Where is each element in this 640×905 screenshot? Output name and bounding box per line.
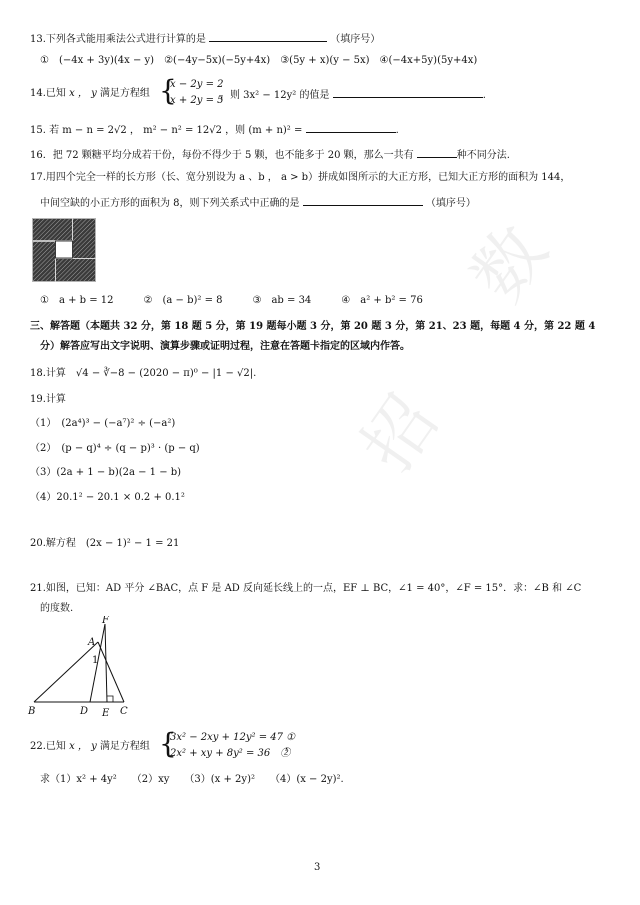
q14-question — [30, 87, 150, 101]
q15-end: . — [395, 125, 399, 136]
q22-brace: { — [159, 727, 177, 760]
q15-question — [30, 122, 399, 138]
label-A: A — [88, 637, 96, 648]
section3-header-line1: 三、解答题（本题共 32 分，第 18 题 5 分，第 19 题每小题 3 分，第 20 题 3 分，第 21、23 题，每题 4 分，第 22 题 4 — [30, 321, 596, 332]
section3-header-line2: 分）解答应写出文字说明、演算步骤或证明过程，注意在答题卡指定的区域内作答。 — [40, 341, 410, 352]
q22-prefix: 22.已知 — [30, 741, 66, 752]
label-E: E — [102, 708, 110, 719]
q16-question — [30, 147, 510, 163]
q14-mid: 满足方程组 — [99, 88, 150, 99]
q22-eq1: 3x² − 2xy + 12y² = 47 ① — [170, 732, 296, 743]
watermark: 数 — [455, 211, 564, 316]
q17-answer-blank[interactable] — [303, 195, 423, 206]
q13-question — [30, 31, 380, 47]
q14-prefix: 14.已知 — [30, 88, 66, 99]
q21-triangle-figure — [26, 616, 136, 720]
label-B: B — [28, 706, 36, 717]
q22-end: ， — [285, 741, 295, 752]
center-hole — [56, 241, 73, 258]
q15-text: 15. 若 m − n = 2√2 ， m² − n² = 12√2 ，则 (m + n)² = — [30, 125, 303, 136]
q14-rest — [220, 87, 486, 103]
q22-mid: 满足方程组 — [99, 741, 150, 752]
q14-end: . — [482, 90, 486, 101]
q16-text: 16．把 72 颗糖平均分成若干份，每份不得少于 5 颗，也不能多于 20 颗，那么一共有 — [30, 150, 414, 161]
q21-line2: 的度数. — [40, 603, 74, 614]
q17-line2 — [40, 195, 476, 211]
q20-question: 20.解方程 (2x − 1)² − 1 = 21 — [30, 538, 180, 549]
q14-answer-blank[interactable] — [333, 87, 483, 98]
watermark: 招 — [345, 381, 454, 486]
segment-AC — [98, 642, 124, 702]
segment-BA — [34, 642, 98, 702]
q14-eq1: x − 2y = 2 — [170, 79, 224, 90]
label-1: 1 — [92, 655, 99, 666]
q17-line1: 17.用四个完全一样的长方形（长、宽分别设为 a 、b ， a > b）拼成如图所示的大正方形，已知大正方形的面积为 144， — [30, 172, 571, 183]
label-F: F — [102, 616, 109, 626]
q17-text: 中间空缺的小正方形的面积为 8，则下列关系式中正确的是 — [40, 198, 300, 209]
q13-options: ① (−4x + 3y)(4x − y) ②(−4y−5x)(−5y+4x) ③(5y + x)(y − 5x) ④(−4x+5y)(5y+4x) — [40, 55, 478, 66]
q13-answer-blank[interactable] — [209, 31, 327, 42]
q19-item-4: （4）20.1² − 20.1 × 0.2 + 0.1² — [30, 492, 185, 503]
q16-end: 种不同分法. — [456, 150, 510, 161]
q14-post: ，则 3x² − 12y² 的值是 — [220, 90, 330, 101]
q17-options: ① a + b = 12 ② (a − b)² = 8 ③ ab = 34 ④ a² + b² = 76 — [40, 295, 423, 306]
label-D: D — [80, 706, 89, 717]
q14-eq2: x + 2y = 5 — [170, 95, 224, 106]
q19-item-2: （2） (p − q)⁴ ÷ (q − p)³ · (p − q) — [30, 443, 200, 454]
page-number: 3 — [314, 862, 321, 873]
right-angle-mark — [107, 696, 113, 702]
q13-text: 13.下列各式能用乘法公式进行计算的是 — [30, 34, 206, 45]
q15-answer-blank[interactable] — [306, 122, 396, 133]
q13-note: （填序号） — [330, 34, 381, 45]
q14-vars: x ， y — [65, 88, 100, 99]
q22-eq2: 2x² + xy + 8y² = 36 ② — [170, 748, 291, 759]
label-C: C — [120, 706, 128, 717]
q22-ask: 求（1）x² + 4y² （2）xy （3）(x + 2y)² （4）(x − 2y)². — [40, 774, 344, 785]
q17-note: （填序号） — [425, 198, 476, 209]
q19-title: 19.计算 — [30, 394, 66, 405]
q19-item-1: （1） (2a⁴)³ − (−a⁷)² ÷ (−a²) — [30, 418, 176, 429]
q18-question: 18.计算 √4 − ∛−8 − (2020 − π)⁰ − |1 − √2|. — [30, 368, 257, 379]
q22-question — [30, 740, 150, 754]
q22-vars: x ， y — [65, 741, 100, 752]
q16-answer-blank[interactable] — [417, 147, 457, 158]
q17-square-figure — [32, 218, 96, 282]
q14-brace: { — [159, 74, 177, 107]
q21-line1: 21.如图，已知：AD 平分 ∠BAC，点 F 是 AD 反向延长线上的一点，EF ⊥ BC，∠1 = 40°，∠F = 15°．求：∠B 和 ∠C — [30, 583, 582, 594]
q19-item-3: （3）(2a + 1 − b)(2a − 1 − b) — [30, 467, 182, 478]
